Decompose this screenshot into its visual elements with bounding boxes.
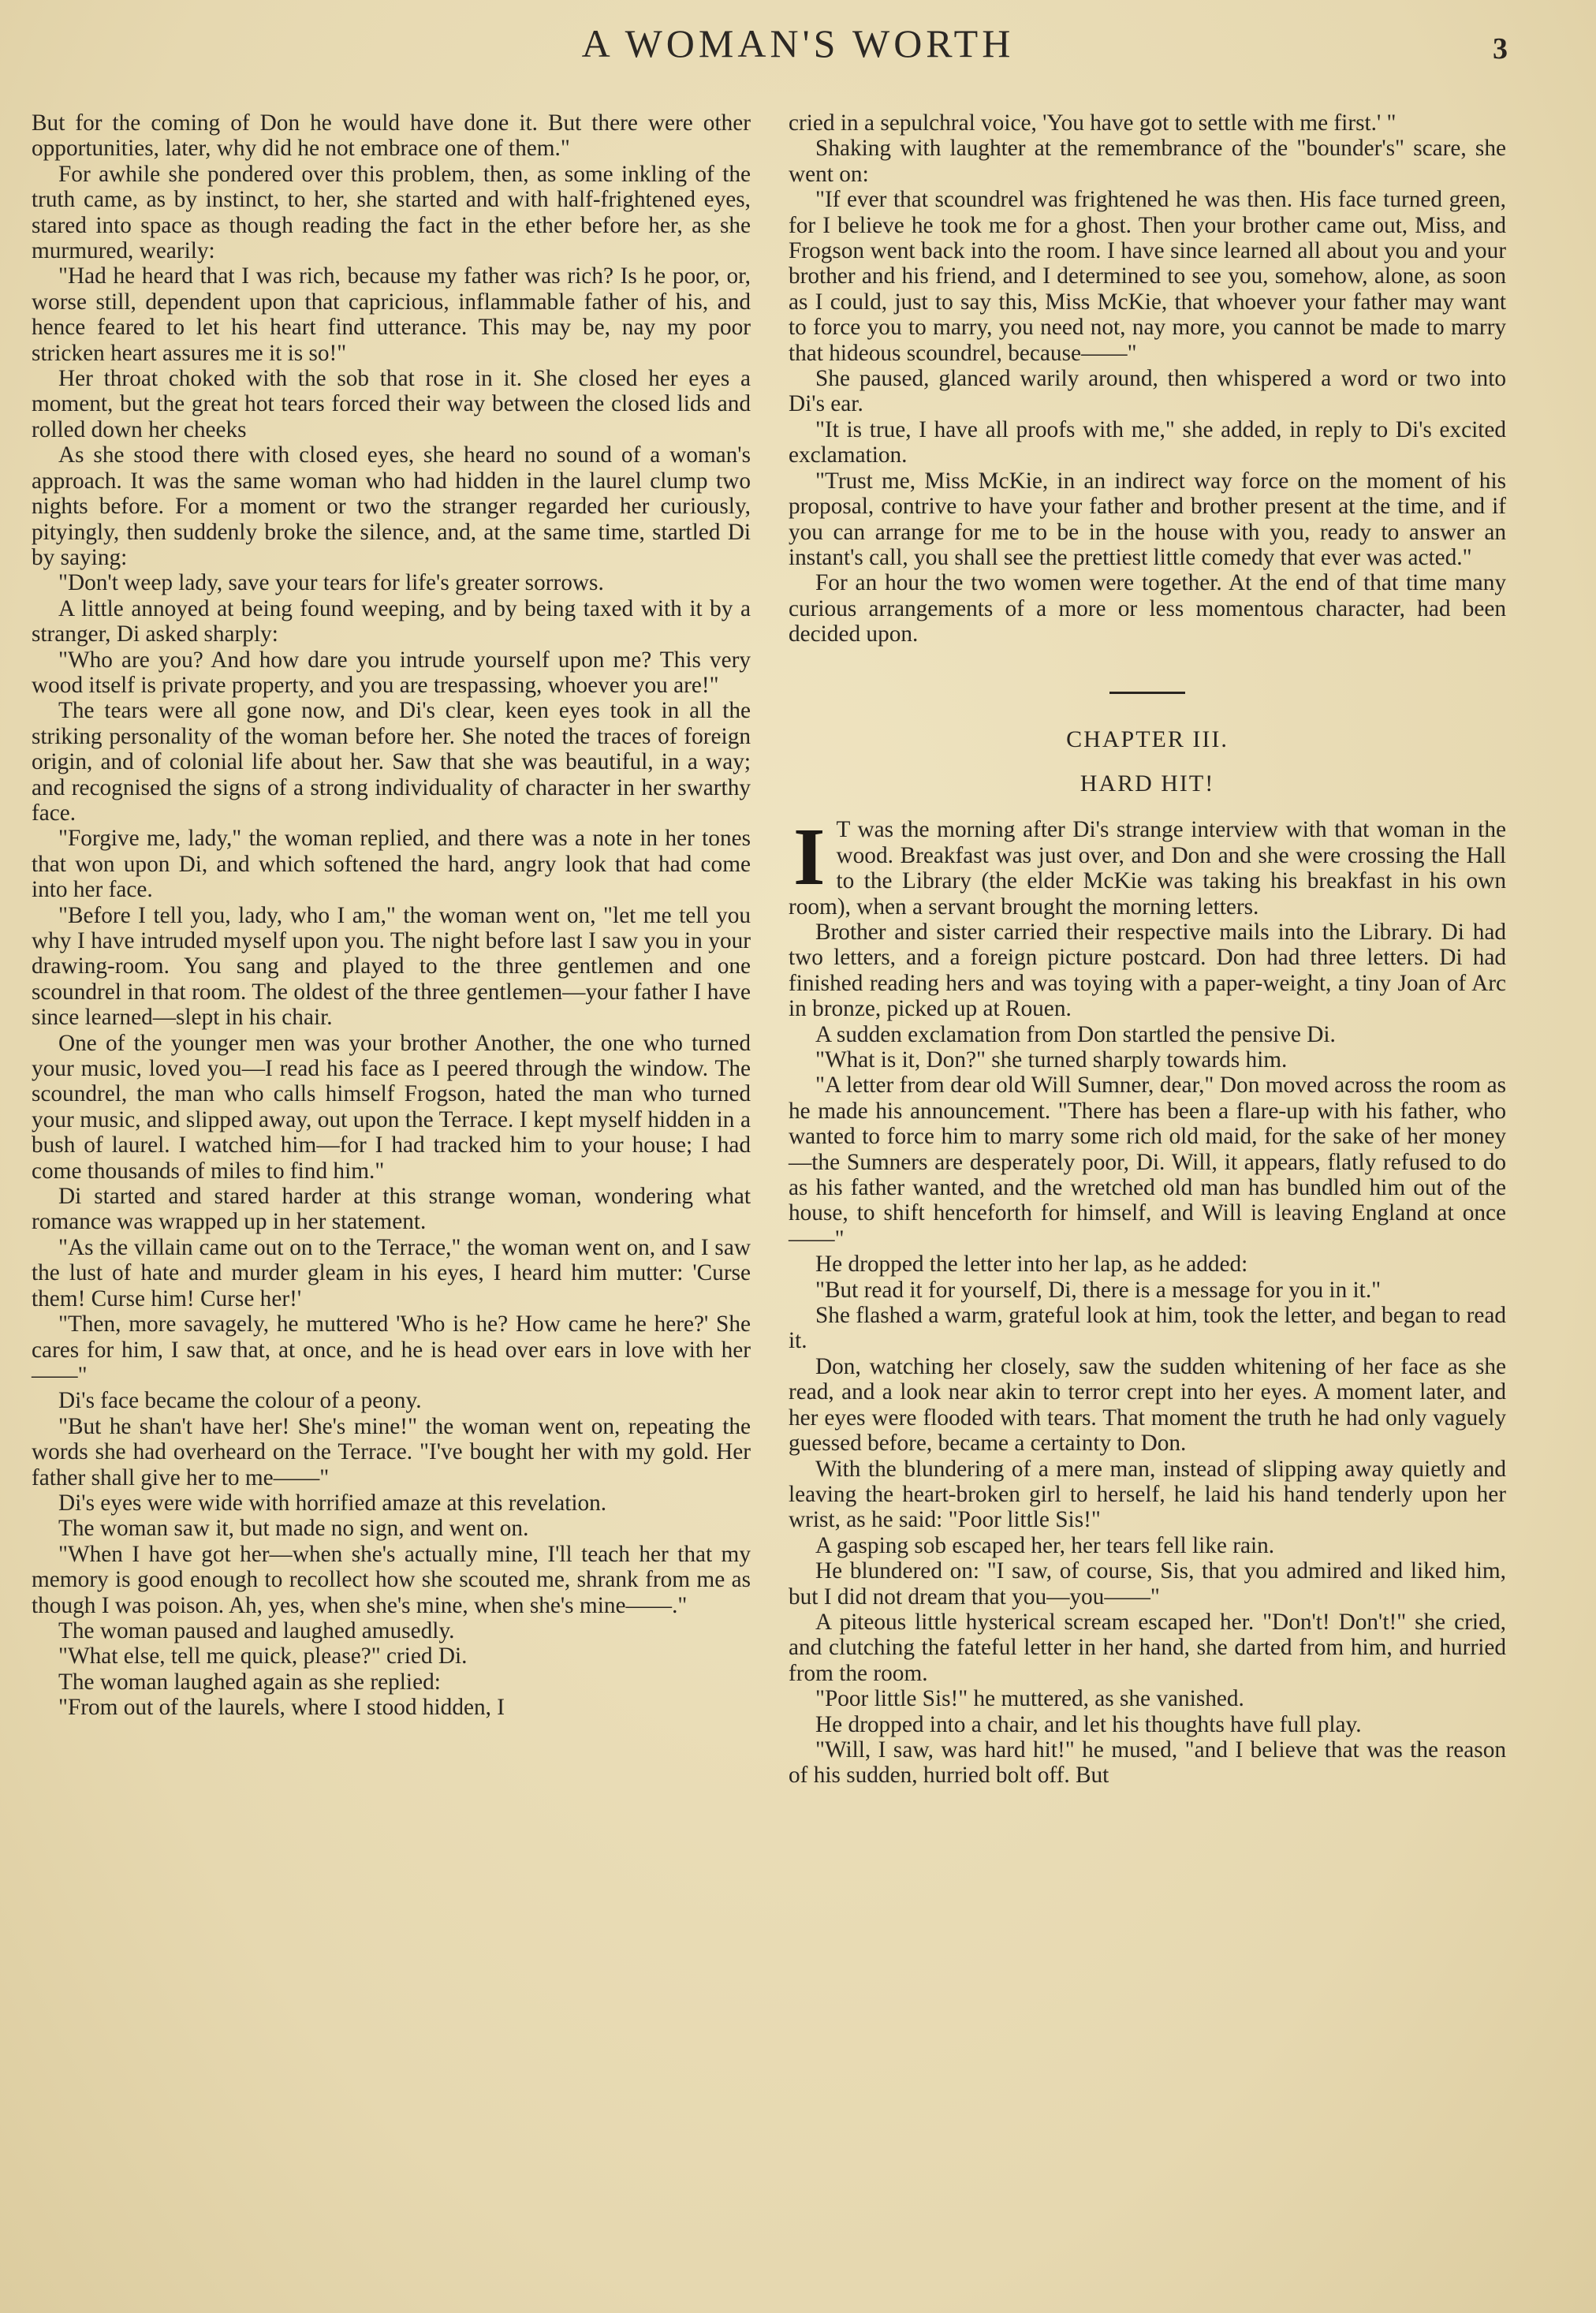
paragraph: "Forgive me, lady," the woman replied, and there was a note in her tones that won upon Di, and which softened the hard, angry look that had come into her face. xyxy=(32,826,751,903)
paragraph: A piteous little hysterical scream escaped her. "Don't! Don't!" she cried, and clutching the fateful letter in her hand, she darted from him, and hurried from the room. xyxy=(789,1609,1506,1686)
paragraph: The woman saw it, but made no sign, and went on. xyxy=(58,1516,529,1542)
paragraph: "Then, more savagely, he muttered 'Who is he? How came he here?' She cares for him, I saw that, at once, and he is head over ears in love with her——" xyxy=(32,1311,751,1388)
paragraph: A sudden exclamation from Don startled the pensive Di. xyxy=(815,1021,1336,1047)
paragraph: "Who are you? And how dare you intrude yourself upon me? This very wood itself is private property, and you are trespassing, whoever you are!" xyxy=(32,647,751,698)
paragraph: She paused, glanced warily around, then whispered a word or two into Di's ear. xyxy=(789,366,1506,417)
paragraph: One of the younger men was your brother Another, the one who turned your music, loved you—I read his face as I peered through the window. The scoundrel, the man who calls himself Frogson, hated the man who turned your music, and slipped away, out upon the Terrace. I kept myself hidden in a bush of laurel. I watched him—for I had tracked him to your house; I had come thousands of miles to find him." xyxy=(32,1030,751,1184)
paragraph: The tears were all gone now, and Di's clear, keen eyes took in all the striking personality of the woman before her. She noted the traces of foreign origin, and of colonial life about her. Saw that she was beautiful, in a way; and recognised the signs of a strong individuality of character in her swarthy face. xyxy=(32,698,751,826)
paragraph: "When I have got her—when she's actually mine, I'll teach her that my memory is good enough to recollect how she scouted me, shrank from me as though I was poison. Ah, yes, when she's mine, when she's mine——." xyxy=(32,1541,751,1618)
page-number: 3 xyxy=(1493,32,1508,65)
paragraph: "What is it, Don?" she turned sharply towards him. xyxy=(815,1047,1288,1073)
paragraph: "A letter from dear old Will Sumner, dear," Don moved across the room as he made his announcement. "There has been a flare-up with his father, who wanted to force him to marry some rich old maid, for the sake of her money—the Sumners are desperately poor, Di. Will, it appears, flatly refused to do as his father wanted, and the wretched old man has bundled him out of the house, to shift henceforth for himself, and Will is leaving England at once——" xyxy=(789,1073,1506,1252)
paragraph: "Had he heard that I was rich, because my father was rich? Is he poor, or, worse still, dependent upon that capricious, inflammable father of his, and hence feared to let his heart find utterance. This may be, nay my poor stricken heart assures me it is so!" xyxy=(32,263,751,366)
paragraph: "Poor little Sis!" he muttered, as she vanished. xyxy=(815,1686,1244,1712)
right-column xyxy=(789,110,1506,1789)
paragraph: For an hour the two women were together. At the end of that time many curious arrangements of a more or less momentous character, had been decided upon. xyxy=(789,570,1506,647)
paragraph: "Trust me, Miss McKie, in an indirect way force on the moment of his proposal, contrive to have your father and brother present at the time, and if you can arrange for me to be in the house with you, ready to answer an instant's call, you shall see the prettiest little comedy that ever was acted." xyxy=(789,468,1506,570)
paragraph: The woman paused and laughed amusedly. xyxy=(58,1617,455,1643)
paragraph: "It is true, I have all proofs with me," she added, in reply to Di's excited exclamation. xyxy=(789,416,1506,468)
paragraph: Don, watching her closely, saw the sudden whitening of her face as she read, and a look near akin to terror crept into her eyes. A moment later, and her eyes were flooded with tears. That moment the truth he had only vaguely guessed before, became a certainty to Don. xyxy=(789,1353,1506,1457)
paragraph: A little annoyed at being found weeping, and by being taxed with it by a stranger, Di asked sharply: xyxy=(32,595,751,647)
left-column xyxy=(32,110,751,1721)
paragraph: But for the coming of Don he would have done it. But there were other opportunities, later, why did he not embrace one of them." xyxy=(32,110,751,162)
chapter-heading: CHAPTER III. xyxy=(1066,726,1229,752)
drop-cap: I xyxy=(793,811,826,903)
paragraph: Brother and sister carried their respective mails into the Library. Di had two letters, and a foreign picture postcard. Don had three letters. Di had finished reading hers and was toying with a paper-weight, a tiny Joan of Arc in bronze, picked up at Rouen. xyxy=(789,919,1506,1022)
section-divider xyxy=(1109,692,1185,694)
paragraph: "What else, tell me quick, please?" cried Di. xyxy=(58,1643,468,1669)
paragraph: Di's eyes were wide with horrified amaze at this revelation. xyxy=(58,1490,607,1516)
paragraph: Di started and stared harder at this strange woman, wondering what romance was wrapped up in her statement. xyxy=(32,1184,751,1235)
paragraph: cried in a sepulchral voice, 'You have got to settle with me first.' " xyxy=(789,110,1396,136)
paragraph: "But he shan't have her! She's mine!" the woman went on, repeating the words she had overheard on the Terrace. "I've bought her with my gold. Her father shall give her to me——" xyxy=(32,1413,751,1490)
paragraph: Shaking with laughter at the remembrance of the "bounder's" scare, she went on: xyxy=(789,136,1506,187)
chapter-opening-paragraph xyxy=(789,811,1506,920)
paragraph: "But read it for yourself, Di, there is a message for you in it." xyxy=(815,1277,1382,1303)
paragraph: "From out of the laurels, where I stood hidden, I xyxy=(58,1695,505,1721)
paragraph: Di's face became the colour of a peony. xyxy=(58,1388,422,1414)
paragraph: For awhile she pondered over this problem, then, as some inkling of the truth came, as by instinct, to her, she started and with half-frightened eyes, stared into space as though reading the fact in the ether before her, as she murmured, wearily: xyxy=(32,161,751,264)
paragraph: The woman laughed again as she replied: xyxy=(58,1669,441,1695)
running-title: A WOMAN'S WORTH xyxy=(581,21,1015,65)
paragraph: As she stood there with closed eyes, she heard no sound of a woman's approach. It was the same woman who had hidden in the laurel clump two nights before. For a moment or two the stranger regarded her curiously, pityingly, then suddenly broke the silence, and, at the same time, startled Di by saying: xyxy=(32,442,751,570)
paragraph: "Don't weep lady, save your tears for life's greater sorrows. xyxy=(58,570,604,596)
paragraph: "As the villain came out on to the Terrace," the woman went on, and I saw the lust of hate and murder gleam in his eyes, I heard him mutter: 'Curse them! Curse him! Curse her!' xyxy=(32,1234,751,1311)
paragraph: With the blundering of a mere man, instead of slipping away quietly and leaving the heart-broken girl to herself, he laid his hand tenderly upon her wrist, as he said: "Poor little Sis!" xyxy=(789,1456,1506,1533)
paragraph: A gasping sob escaped her, her tears fell like rain. xyxy=(815,1532,1275,1558)
paragraph: He blundered on: "I saw, of course, Sis, that you admired and liked him, but I did not dream that you—you——" xyxy=(789,1558,1506,1610)
paragraph: Her throat choked with the sob that rose in it. She closed her eyes a moment, but the great hot tears forced their way between the closed lids and rolled down her cheeks xyxy=(32,366,751,442)
paragraph: "Will, I saw, was hard hit!" he mused, "and I believe that was the reason of his sudden, hurried bolt off. But xyxy=(789,1737,1506,1789)
paragraph: "If ever that scoundrel was frightened he was then. His face turned green, for I believe he took me for a ghost. Then your brother came out, Miss, and Frogson went back into the room. I have since learned all about you and your brother and his friend, and I determined to see you, somehow, alone, as soon as I could, just to say this, Miss McKie, that whoever your father may want to force you to marry, you need not, nay more, you cannot be made to marry that hideous scoundrel, because——" xyxy=(789,187,1506,366)
paragraph: "Before I tell you, lady, who I am," the woman went on, "let me tell you why I have intruded myself upon you. The night before last I saw you in your drawing-room. You sang and played to the three gentlemen and one scoundrel in that room. The oldest of the three gentlemen—your father I have since learned—slept in his chair. xyxy=(32,902,751,1031)
opening-text: T was the morning after Di's strange interview with that woman in the wood. Breakfast was just over, and Don and she were crossing the Hall to the Library (the elder McKie was taking his breakfast in his own room), when a servant brought the morning letters. xyxy=(789,817,1506,920)
paragraph: He dropped into a chair, and let his thoughts have full play. xyxy=(815,1711,1362,1737)
paragraph: She flashed a warm, grateful look at him, took the letter, and began to read it. xyxy=(789,1303,1506,1354)
paragraph: He dropped the letter into her lap, as he added: xyxy=(815,1252,1248,1278)
chapter-title: HARD HIT! xyxy=(1080,770,1215,796)
